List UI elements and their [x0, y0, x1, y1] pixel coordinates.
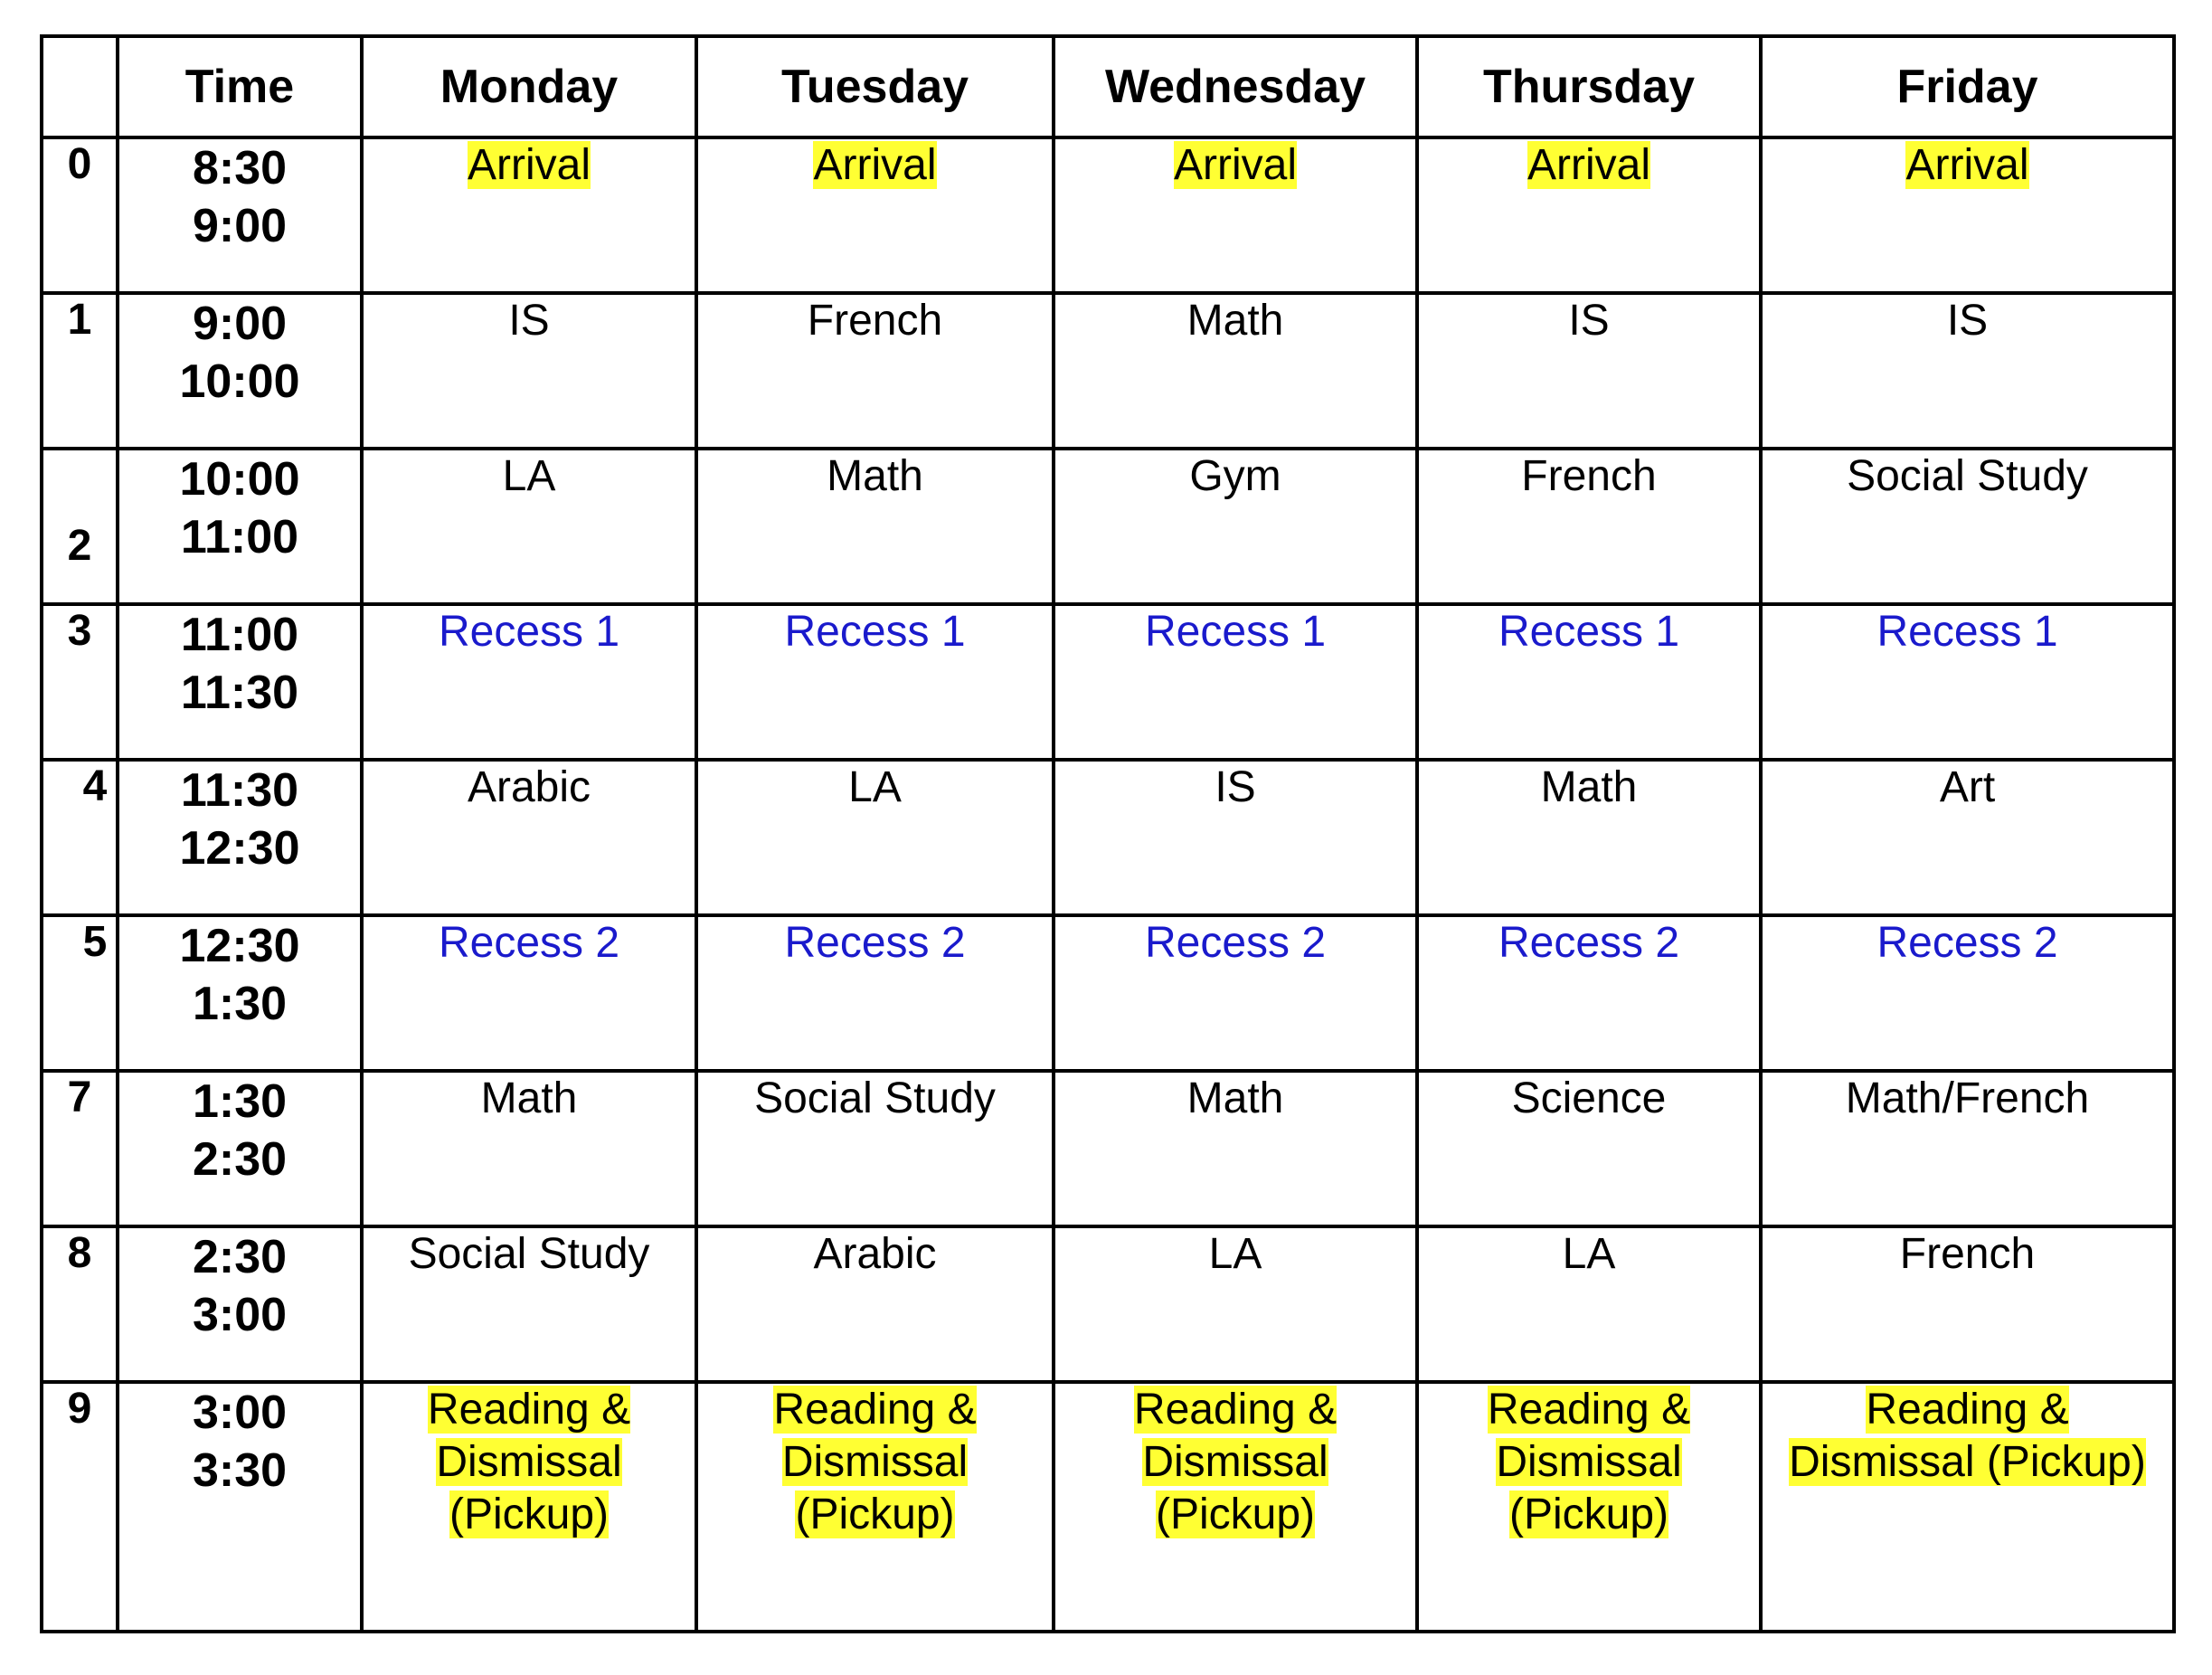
time-slot: [118, 137, 362, 293]
activity-label: Math: [827, 452, 923, 500]
activity-label-line: Reading &: [427, 1386, 631, 1434]
activity-cell-friday: [1761, 760, 2174, 915]
activity-cell-friday: [1761, 137, 2174, 293]
header-day-monday: Monday: [362, 36, 696, 137]
time-start: 2:30: [192, 1231, 288, 1283]
time-end: 9:00: [192, 200, 288, 252]
schedule-row: [42, 1226, 2174, 1382]
period-number: 5: [42, 915, 118, 1071]
activity-label-line: Reading &: [1866, 1386, 2069, 1434]
activity-label: Science: [1511, 1074, 1667, 1122]
activity-label: Arrival: [813, 141, 937, 189]
activity-cell-tuesday: [696, 915, 1054, 1071]
activity-cell-thursday: [1417, 449, 1761, 604]
activity-cell-friday: [1761, 293, 2174, 449]
header-day-thursday: Thursday: [1417, 36, 1761, 137]
time-slot: [118, 760, 362, 915]
activity-cell-friday: [1761, 449, 2174, 604]
activity-label: LA: [1562, 1230, 1616, 1278]
activity-cell-tuesday: [696, 1071, 1054, 1226]
header-day-wednesday: Wednesday: [1054, 36, 1417, 137]
activity-label-line: (Pickup): [1508, 1490, 1669, 1538]
activity-label: Recess 2: [1876, 919, 2058, 967]
time-end: 3:30: [192, 1444, 288, 1497]
activity-label: Math/French: [1845, 1074, 2090, 1122]
activity-label: Recess 2: [1144, 919, 1327, 967]
period-number: 9: [42, 1382, 118, 1632]
time-start: 3:00: [192, 1386, 288, 1439]
activity-cell-monday: [362, 1226, 696, 1382]
activity-cell-monday: [362, 137, 696, 293]
activity-label: Recess 1: [438, 608, 620, 656]
time-slot: [118, 293, 362, 449]
activity-cell-thursday: [1417, 1071, 1761, 1226]
activity-cell-friday: [1761, 1071, 2174, 1226]
period-number: 2: [42, 449, 118, 604]
time-slot: [118, 449, 362, 604]
activity-cell-thursday: [1417, 1226, 1761, 1382]
activity-label: Social Study: [408, 1230, 650, 1278]
schedule-row: [42, 1071, 2174, 1226]
activity-cell-wednesday: [1054, 293, 1417, 449]
activity-cell-monday: [362, 1071, 696, 1226]
time-slot: [118, 915, 362, 1071]
activity-cell-wednesday: [1054, 1071, 1417, 1226]
activity-cell-monday: [362, 449, 696, 604]
activity-cell-tuesday: [696, 1382, 1054, 1632]
activity-label: Math: [480, 1074, 578, 1122]
activity-label-line: Reading &: [1487, 1386, 1691, 1434]
activity-label: Arrival: [1173, 141, 1297, 189]
activity-cell-wednesday: [1054, 137, 1417, 293]
time-slot: [118, 1071, 362, 1226]
activity-label: French: [1899, 1230, 2036, 1278]
activity-cell-thursday: [1417, 604, 1761, 760]
activity-cell-friday: [1761, 604, 2174, 760]
activity-cell-thursday: [1417, 760, 1761, 915]
activity-cell-wednesday: [1054, 604, 1417, 760]
activity-label: Recess 1: [1498, 608, 1680, 656]
activity-cell-friday: [1761, 1382, 2174, 1632]
activity-label: Social Study: [1847, 452, 2088, 500]
activity-label: LA: [502, 452, 556, 500]
activity-label: IS: [1946, 297, 1989, 345]
activity-cell-thursday: [1417, 137, 1761, 293]
time-start: 11:00: [180, 609, 299, 661]
activity-cell-wednesday: [1054, 449, 1417, 604]
time-start: 8:30: [192, 142, 288, 194]
schedule-row: [42, 293, 2174, 449]
time-start: 10:00: [179, 453, 300, 506]
activity-cell-thursday: [1417, 293, 1761, 449]
header-row: [42, 36, 2174, 137]
activity-cell-monday: [362, 604, 696, 760]
activity-label: Recess 2: [1498, 919, 1680, 967]
activity-label: Social Study: [754, 1074, 996, 1122]
time-end: 1:30: [192, 978, 288, 1030]
activity-cell-wednesday: [1054, 760, 1417, 915]
activity-label: LA: [1208, 1230, 1262, 1278]
activity-label: Art: [1939, 763, 1996, 811]
activity-label: Recess 1: [1144, 608, 1327, 656]
activity-cell-wednesday: [1054, 1226, 1417, 1382]
activity-cell-monday: [362, 1382, 696, 1632]
activity-label-line: Dismissal: [1496, 1438, 1682, 1486]
activity-label: IS: [1568, 297, 1610, 345]
activity-label: Math: [1186, 1074, 1284, 1122]
header-day-tuesday: Tuesday: [696, 36, 1054, 137]
time-end: 11:00: [180, 511, 299, 563]
activity-label-line: (Pickup): [795, 1490, 955, 1538]
activity-cell-friday: [1761, 1226, 2174, 1382]
activity-label: IS: [1215, 763, 1256, 811]
period-number: 0: [42, 137, 118, 293]
header-time: Time: [118, 36, 362, 137]
time-start: 1:30: [192, 1075, 288, 1128]
schedule-row: [42, 915, 2174, 1071]
activity-cell-tuesday: [696, 137, 1054, 293]
activity-cell-friday: [1761, 915, 2174, 1071]
time-end: 12:30: [179, 822, 300, 875]
activity-cell-wednesday: [1054, 1382, 1417, 1632]
activity-label: LA: [848, 763, 902, 811]
activity-label: IS: [508, 297, 550, 345]
time-slot: [118, 1382, 362, 1632]
activity-label-line: Reading &: [773, 1386, 977, 1434]
activity-label: French: [1521, 452, 1657, 500]
time-slot: [118, 1226, 362, 1382]
activity-label: Recess 1: [1876, 608, 2058, 656]
time-start: 11:30: [180, 764, 299, 817]
period-number: 4: [42, 760, 118, 915]
activity-label: Math: [1186, 297, 1284, 345]
time-end: 3:00: [192, 1289, 288, 1341]
activity-cell-thursday: [1417, 1382, 1761, 1632]
activity-label: Math: [1540, 763, 1638, 811]
activity-label-line: Dismissal: [781, 1438, 969, 1486]
activity-label-line: Dismissal: [436, 1438, 622, 1486]
schedule-row: [42, 604, 2174, 760]
activity-cell-monday: [362, 293, 696, 449]
activity-cell-monday: [362, 760, 696, 915]
activity-label: Recess 2: [784, 919, 966, 967]
activity-label: Arabic: [467, 763, 591, 811]
activity-label: Arrival: [467, 141, 591, 189]
header-day-friday: Friday: [1761, 36, 2174, 137]
activity-cell-tuesday: [696, 1226, 1054, 1382]
period-number: 7: [42, 1071, 118, 1226]
time-start: 12:30: [179, 920, 300, 972]
schedule-row: [42, 449, 2174, 604]
activity-label-line: Reading &: [1133, 1386, 1338, 1434]
time-slot: [118, 604, 362, 760]
activity-label: Arrival: [1905, 141, 2029, 189]
header-period-number: [42, 36, 118, 137]
activity-cell-thursday: [1417, 915, 1761, 1071]
activity-label-line: (Pickup): [1155, 1490, 1316, 1538]
time-end: 10:00: [179, 355, 300, 408]
schedule-row: [42, 137, 2174, 293]
schedule-row: [42, 760, 2174, 915]
schedule-row: [42, 1382, 2174, 1632]
schedule-body: [42, 137, 2174, 1632]
time-start: 9:00: [192, 298, 288, 350]
activity-label: Arabic: [813, 1230, 937, 1278]
activity-label: Gym: [1189, 452, 1281, 500]
time-end: 11:30: [180, 667, 299, 719]
period-number: 8: [42, 1226, 118, 1382]
period-number: 1: [42, 293, 118, 449]
activity-label-line: Dismissal (Pickup): [1789, 1438, 2146, 1486]
activity-label: Recess 1: [784, 608, 966, 656]
activity-label: Recess 2: [438, 919, 620, 967]
activity-label: French: [807, 297, 943, 345]
activity-cell-monday: [362, 915, 696, 1071]
period-number: 3: [42, 604, 118, 760]
activity-cell-tuesday: [696, 760, 1054, 915]
activity-label-line: Dismissal: [1142, 1438, 1328, 1486]
time-end: 2:30: [192, 1133, 288, 1186]
activity-cell-wednesday: [1054, 915, 1417, 1071]
activity-label: Arrival: [1527, 141, 1650, 189]
activity-cell-tuesday: [696, 449, 1054, 604]
activity-cell-tuesday: [696, 604, 1054, 760]
activity-cell-tuesday: [696, 293, 1054, 449]
weekly-schedule-table: [40, 34, 2176, 1633]
activity-label-line: (Pickup): [449, 1490, 610, 1538]
